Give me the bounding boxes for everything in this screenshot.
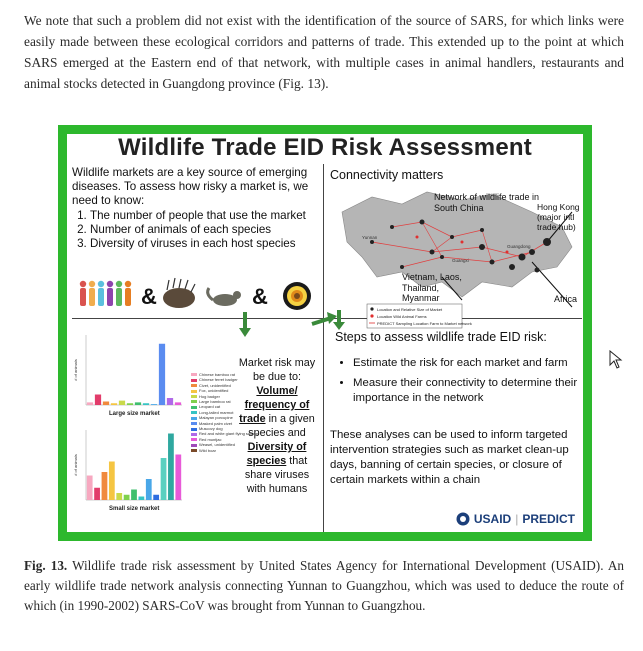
market-risk-volume: Volume/ frequency of trade [239, 385, 310, 425]
small-market-label: Small size market [109, 506, 160, 512]
map-region-label: Guangdong [507, 244, 531, 249]
legend-label: Weasel, unidentified [199, 442, 235, 448]
caption-text: Wildlife trade risk assessment by United States Agency for International Development (USAID). An early wildlife trade network analysis connecting Yunnan to Guangzhou, which was used to deduce the route of which (in 1990-2002) SARS-CoV was brought from Yunnan to Guangzhou. [24, 558, 624, 613]
ampersand-1: & [141, 284, 157, 309]
map-legend-item: PREDICT Sampling Location Farm to Market network [377, 321, 472, 326]
market-risk-mid: in a given species and [248, 413, 315, 439]
figure-caption [24, 556, 624, 615]
large-market-label: Large size market [109, 411, 160, 417]
map-region-label: Guangxi [452, 258, 469, 263]
logo-separator: | [515, 512, 519, 526]
map-hongkong-label: Hong Kong (major intl trade hub) [537, 202, 580, 232]
market-risk-diversity: Diversity of species [246, 441, 307, 467]
map-africa-label: Africa [554, 294, 578, 304]
legend-label: Chinese ferret badger [199, 377, 238, 383]
analyses-text: These analyses can be used to inform targeted intervention strategies such as market clean-up days, banning of certain species, or closure of certain markets within a chain [330, 429, 569, 486]
step-item: • Estimate the risk for each market and farm [353, 356, 580, 371]
legend-label: Civet, unidentified [199, 382, 231, 388]
legend-label: Large bamboo rat [199, 399, 231, 405]
map-network-label: Network of wildlife trade in South China [434, 192, 540, 213]
legend-label: Masked palm civet [199, 420, 233, 426]
legend-label: Long-tailed marmot [199, 409, 234, 415]
map-vietnam-label: Vietnam, Laos, Thailand, Myanmar [402, 272, 462, 303]
market-risk-line1: Market risk may be due to: [238, 357, 316, 383]
figure-title: Wildlife Trade EID Risk Assessment [118, 134, 532, 161]
body-paragraph: We note that such a problem did not exist with the identification of the source of SARS, for which links were easily made between these ecological corridors and patterns of trade. This extended up to the point at which SARS emerged at the Eastern end of that network, with multiple cases in animal handlers, restaurants and animal stocks detected in Guangdong province (Fig. 13). [24, 13, 624, 91]
figure-panel [67, 134, 583, 532]
legend-label: Wild boar [199, 447, 216, 453]
arrows-layer [67, 134, 583, 532]
usaid-predict-logo [456, 512, 575, 526]
need-item: 2. Number of animals of each species [90, 223, 322, 237]
mouse-cursor-icon [609, 350, 623, 370]
caption-label: Fig. 13. [24, 558, 68, 573]
ampersand-2: & [252, 284, 268, 309]
logo-usaid: USAID [473, 512, 512, 526]
intro-text: Wildlife markets are a key source of emerging diseases. To assess how risky a market is, we need to know: [72, 166, 309, 208]
legend-label: Leopard cat [199, 404, 221, 410]
need-item: 3. Diversity of viruses in each host species [90, 237, 322, 251]
logo-predict: PREDICT [522, 512, 575, 526]
connectivity-title: Connectivity matters [330, 168, 444, 182]
legend-label: Muscovy dog [199, 426, 223, 432]
map-legend-item: Location and Relative Size of Market [377, 307, 443, 312]
map-legend-item: Location Wild Animal Farms [377, 314, 427, 319]
step-item: • Measure their connectivity to determine their importance in the network [353, 376, 580, 406]
market-risk-end: that share viruses with humans [244, 455, 310, 495]
legend-label: Chinese bamboo rat [199, 372, 236, 377]
y-axis-label: # of animals [73, 359, 78, 381]
legend-label: Red and white giant flying squirrel [199, 431, 260, 437]
need-item: 1. The number of people that use the market [90, 209, 322, 223]
legend-label: Malayan porcupine [199, 415, 233, 421]
legend-label: Hog badger [199, 393, 220, 399]
legend-label: Red muntjac [199, 436, 222, 442]
legend-label: Fox, unidentified [199, 388, 229, 394]
steps-title: Steps to assess wildlife trade EID risk: [335, 330, 547, 344]
map-region-label: Yunnan [362, 235, 378, 240]
y-axis-label: # of animals [73, 454, 78, 476]
usaid-seal-icon [456, 512, 470, 526]
figure-13 [58, 125, 592, 541]
